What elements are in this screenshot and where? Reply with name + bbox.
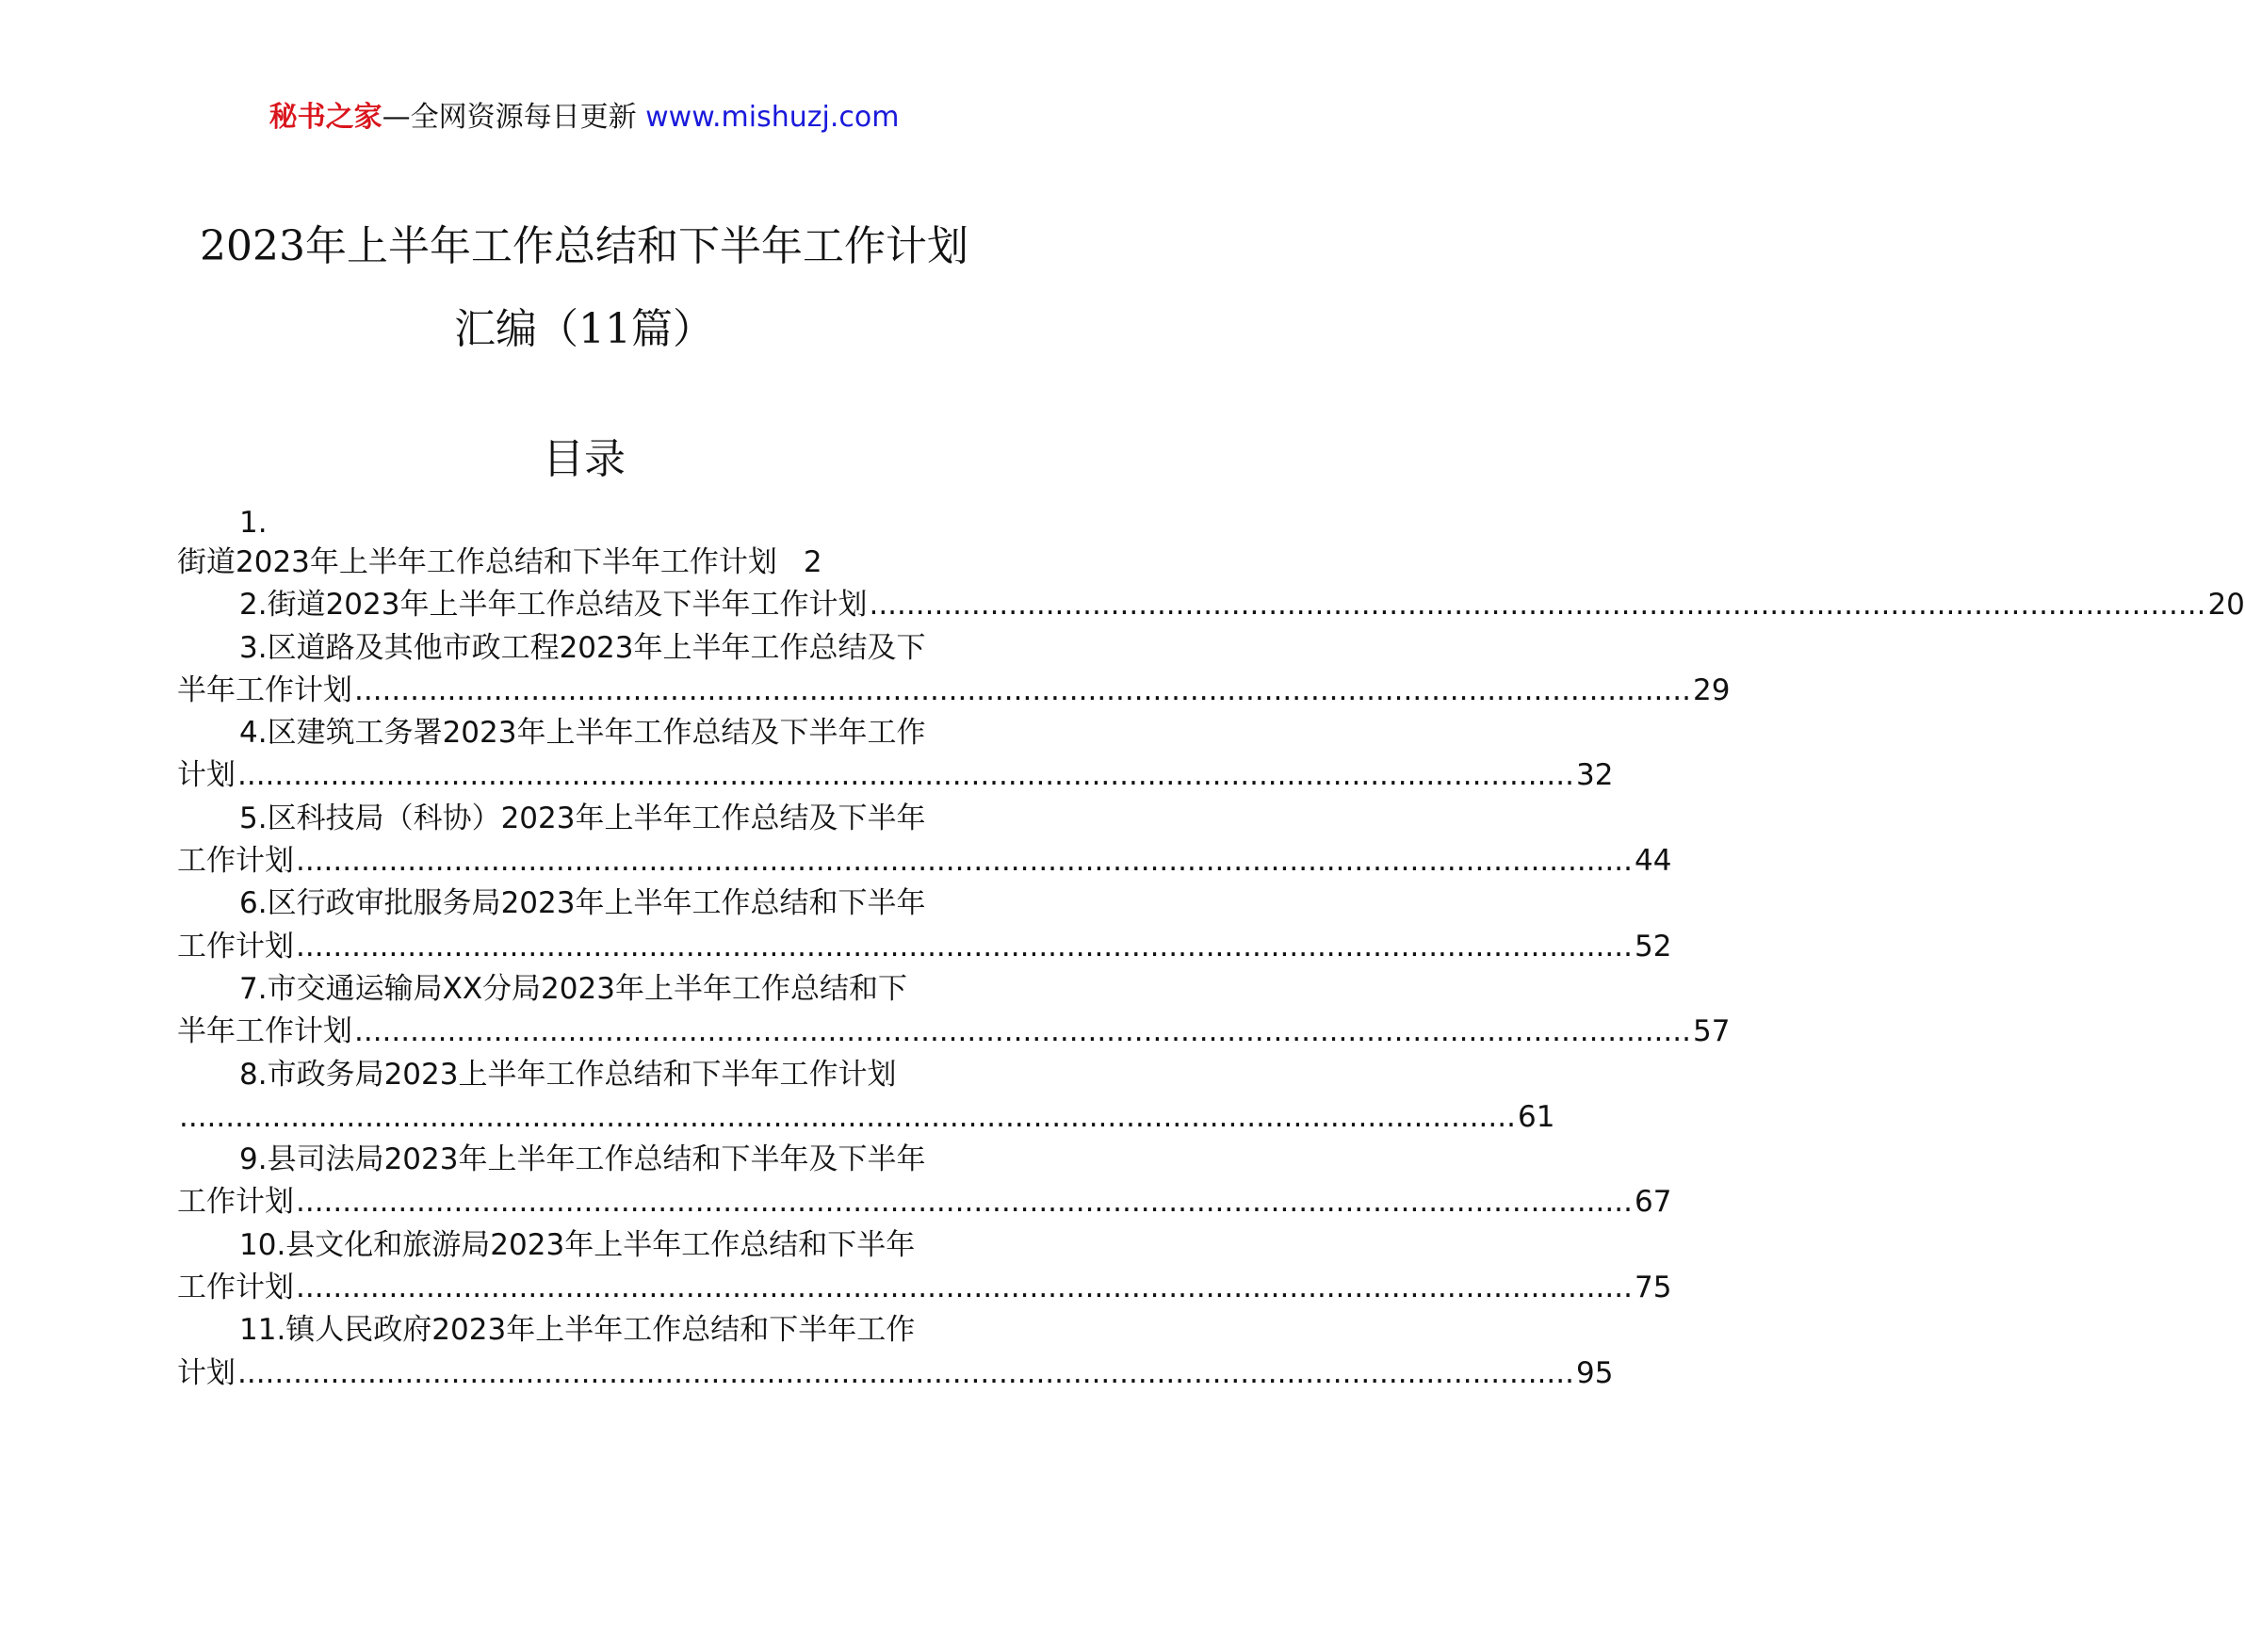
toc-entry-11-text: 计划 <box>177 1355 236 1390</box>
toc-entry-9-line1[interactable]: 9.县司法局2023年上半年工作总结和下半年及下半年 <box>239 1142 926 1177</box>
toc-entry-2-leader: ................................................................................................................................................ <box>869 588 2206 623</box>
document-title-line-1: 2023年上半年工作总结和下半年工作计划 <box>200 222 968 270</box>
toc-entry-11-line2[interactable] <box>177 1352 1614 1395</box>
toc-entry-7-line2[interactable] <box>177 1011 1731 1053</box>
toc-entry-8-leader: ................................................................................................................................................ <box>179 1099 1516 1134</box>
toc-entry-9-leader: ................................................................................................................................................ <box>296 1185 1633 1220</box>
toc-entry-1-number[interactable]: 1. <box>239 506 268 540</box>
brand-name: 秘书之家 <box>268 101 382 134</box>
toc-entry-4-page: 32 <box>1575 758 1614 793</box>
toc-entry-10-page: 75 <box>1634 1271 1672 1305</box>
toc-entry-10-line1[interactable]: 10.县文化和旅游局2023年上半年工作总结和下半年 <box>239 1227 916 1262</box>
header-tagline: —全网资源每日更新 <box>382 101 637 134</box>
toc-entry-7-text: 半年工作计划 <box>177 1014 352 1049</box>
toc-entry-6-page: 52 <box>1634 929 1672 964</box>
toc-heading: 目录 <box>543 435 626 483</box>
toc-entry-7-page: 57 <box>1692 1014 1731 1049</box>
toc-entry-4-text: 计划 <box>177 758 236 793</box>
toc-entry-8-line1[interactable]: 8.市政务局2023上半年工作总结和下半年工作计划 <box>239 1057 897 1092</box>
toc-entry-4-leader: ................................................................................................................................................ <box>237 758 1574 793</box>
toc-entry-4-line2[interactable] <box>177 754 1614 797</box>
table-of-contents <box>177 506 2245 1395</box>
toc-entry-5-page: 44 <box>1634 844 1672 879</box>
toc-entry-5-text: 工作计划 <box>177 844 294 879</box>
toc-entry-10-line2[interactable] <box>177 1267 1672 1309</box>
toc-entry-5-line1[interactable]: 5.区科技局（科协）2023年上半年工作总结及下半年 <box>239 801 926 835</box>
toc-entry-8-line2[interactable] <box>177 1096 1555 1139</box>
site-url-link[interactable]: www.mishuzj.com <box>645 101 900 134</box>
toc-entry-10-text: 工作计划 <box>177 1271 294 1305</box>
toc-entry-2-page: 20 <box>2207 588 2245 623</box>
document-title-line-2: 汇编（11篇） <box>454 305 714 353</box>
toc-entry-11-line1[interactable]: 11.镇人民政府2023年上半年工作总结和下半年工作 <box>239 1313 916 1348</box>
toc-entry-3-line2[interactable] <box>177 670 1731 712</box>
toc-entry-3-page: 29 <box>1692 672 1731 707</box>
toc-entry-6-line2[interactable] <box>177 926 1672 968</box>
toc-entry-5-leader: ................................................................................................................................................ <box>296 844 1633 879</box>
toc-entry-1-text: 街道2023年上半年工作总结和下半年工作计划 <box>177 545 777 579</box>
toc-entry-3-line1[interactable]: 3.区道路及其他市政工程2023年上半年工作总结及下 <box>239 630 926 665</box>
toc-entry-7-leader: ................................................................................................................................................ <box>354 1014 1691 1049</box>
toc-entry-11-page: 95 <box>1575 1355 1614 1390</box>
toc-entry-1[interactable] <box>177 542 991 584</box>
toc-entry-4-line1[interactable]: 4.区建筑工务署2023年上半年工作总结及下半年工作 <box>239 716 926 751</box>
toc-entry-8-page: 61 <box>1517 1099 1555 1134</box>
toc-entry-2-text: 2.街道2023年上半年工作总结及下半年工作计划 <box>239 588 868 623</box>
toc-entry-9-text: 工作计划 <box>177 1185 294 1220</box>
toc-entry-11-leader: ................................................................................................................................................ <box>237 1355 1574 1390</box>
toc-entry-5-line2[interactable] <box>177 840 1672 883</box>
toc-entry-2[interactable] <box>177 584 2245 626</box>
toc-entry-10-leader: ................................................................................................................................................ <box>296 1271 1633 1305</box>
toc-entry-9-line2[interactable] <box>177 1181 1672 1223</box>
toc-entry-9-page: 67 <box>1634 1185 1672 1220</box>
toc-entry-6-line1[interactable]: 6.区行政审批服务局2023年上半年工作总结和下半年 <box>239 886 926 921</box>
toc-entry-6-text: 工作计划 <box>177 929 294 964</box>
toc-entry-7-line1[interactable]: 7.市交通运输局XX分局2023年上半年工作总结和下 <box>239 971 907 1006</box>
toc-entry-3-text: 半年工作计划 <box>177 672 352 707</box>
toc-entry-1-page: 2 <box>803 545 822 579</box>
toc-entry-6-leader: ................................................................................................................................................ <box>296 929 1633 964</box>
site-header <box>0 94 1168 141</box>
toc-entry-3-leader: ................................................................................................................................................ <box>354 672 1691 707</box>
